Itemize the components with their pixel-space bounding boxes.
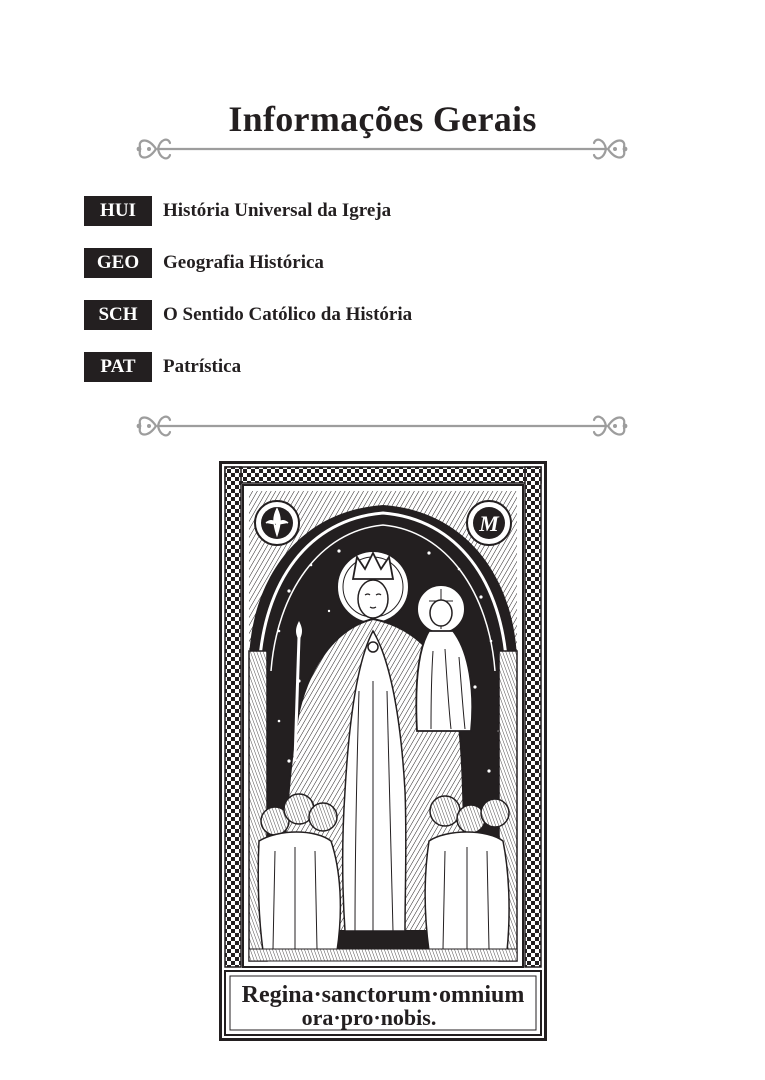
code-badge: GEO (84, 248, 152, 278)
illustration-caption-line2: ora·pro·nobis. (301, 1005, 437, 1030)
ornament-divider-bottom (134, 408, 630, 444)
madonna-engraving (219, 461, 547, 1041)
legend-label: História Universal da Igreja (163, 200, 392, 221)
legend-item (84, 352, 412, 382)
legend-label: O Sentido Católico da História (163, 304, 413, 325)
code-badge: PAT (84, 352, 152, 382)
legend-item (84, 196, 412, 226)
legend-item (84, 300, 412, 330)
illustration-caption-line1: Regina·sanctorum·omnium (241, 982, 525, 1008)
legend-label: Geografia Histórica (163, 252, 324, 273)
page-title: Informações Gerais (228, 99, 537, 140)
svg-text:M: M (479, 511, 499, 536)
legend-item (84, 248, 412, 278)
code-badge: SCH (84, 300, 152, 330)
code-legend (84, 196, 412, 404)
ornament-divider-top (134, 131, 630, 167)
legend-label: Patrística (163, 356, 242, 377)
code-badge: HUI (84, 196, 152, 226)
